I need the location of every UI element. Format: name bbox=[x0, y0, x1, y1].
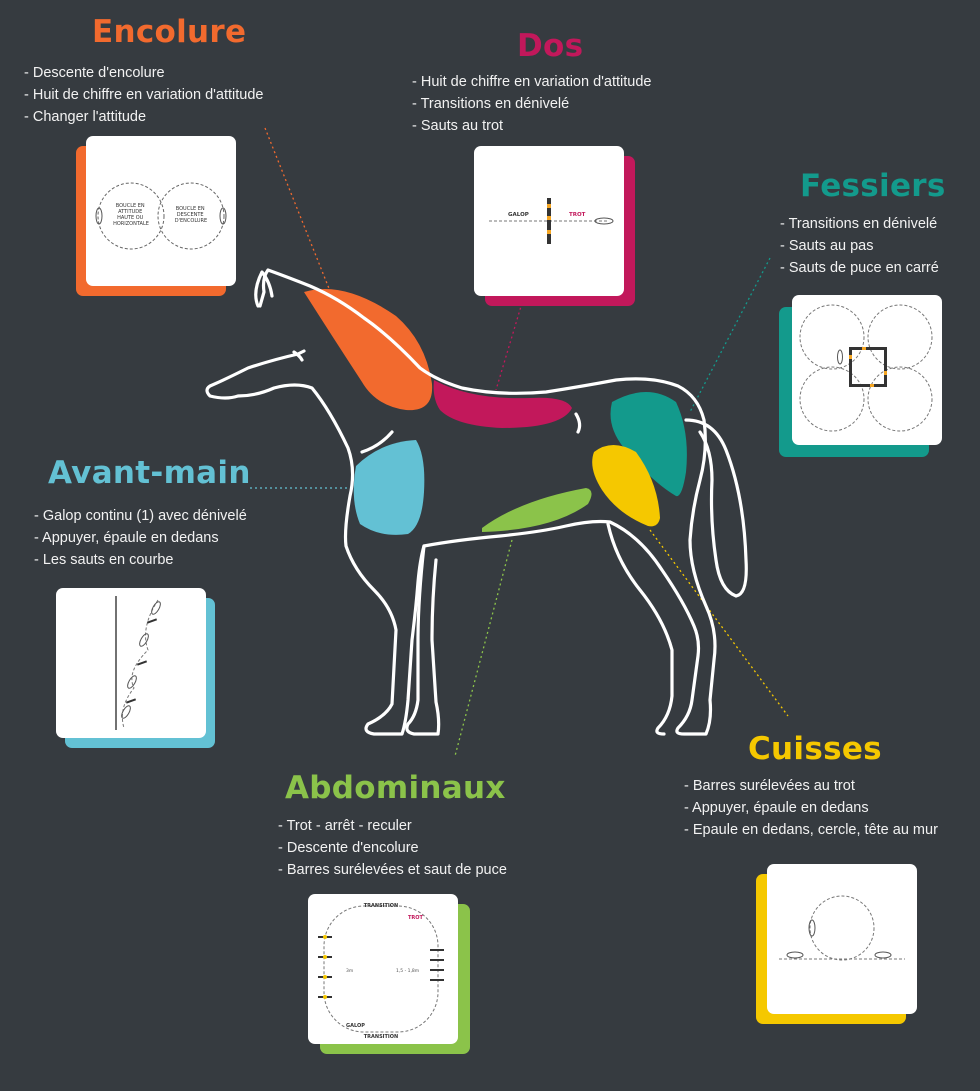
dos-connector bbox=[496, 303, 522, 390]
diagram-label: BOUCLE EN bbox=[175, 206, 205, 212]
list-item: - Huit de chiffre en variation d'attitude bbox=[412, 74, 652, 90]
diagram-label: D'ENCOLURE bbox=[174, 218, 208, 224]
list-item: - Transitions en dénivelé bbox=[780, 216, 938, 232]
measure-label: 1,5 - 1,8m bbox=[396, 969, 420, 974]
list-item: - Sauts de puce en carré bbox=[780, 260, 939, 276]
list-item: - Galop continu (1) avec dénivelé bbox=[34, 508, 247, 524]
encolure-title: Encolure bbox=[92, 14, 247, 50]
neck-muscle-shape bbox=[304, 289, 432, 410]
list-item: - Les sauts en courbe bbox=[34, 552, 174, 568]
horse-outline bbox=[207, 270, 746, 734]
transition-label: TRANSITION bbox=[363, 903, 399, 909]
fessiers-title: Fessiers bbox=[800, 168, 946, 204]
transition-label: TRANSITION bbox=[363, 1034, 399, 1040]
diagram-label: BOUCLE EN bbox=[115, 203, 145, 209]
fessiers-connector bbox=[690, 258, 770, 412]
dos-title: Dos bbox=[517, 28, 584, 64]
list-item: - Barres surélevées au trot bbox=[684, 778, 855, 794]
encolure-connector bbox=[265, 128, 332, 296]
trot-label: TROT bbox=[569, 212, 586, 218]
list-item: - Appuyer, épaule en dedans bbox=[684, 800, 869, 816]
list-item: - Sauts au trot bbox=[412, 118, 504, 134]
diagram-label: HAUTE OU bbox=[117, 215, 144, 221]
list-item: - Sauts au pas bbox=[780, 238, 874, 254]
cuisses-title: Cuisses bbox=[748, 731, 882, 767]
back-muscle-shape bbox=[434, 380, 572, 428]
galop-label: GALOP bbox=[508, 212, 529, 218]
abdominaux-title: Abdominaux bbox=[285, 770, 506, 806]
trot-label: TROT bbox=[408, 915, 423, 921]
list-item: - Trot - arrêt - reculer bbox=[278, 818, 412, 834]
list-item: - Barres surélevées et saut de puce bbox=[278, 862, 507, 878]
diagram-label: ATTITUDE bbox=[118, 209, 143, 215]
list-item: - Transitions en dénivelé bbox=[412, 96, 570, 112]
list-item: - Changer l'attitude bbox=[24, 109, 147, 125]
diagram-label: HORIZONTALE bbox=[113, 221, 149, 227]
diagram-label: DESCENTE bbox=[176, 212, 204, 218]
forehand-muscle-shape bbox=[354, 440, 425, 535]
list-item: - Appuyer, épaule en dedans bbox=[34, 530, 219, 546]
galop-label: GALOP bbox=[346, 1023, 365, 1029]
measure-label: 3m bbox=[346, 969, 354, 974]
avant-main-title: Avant-main bbox=[48, 455, 251, 491]
abdominaux-connector bbox=[455, 540, 512, 756]
list-item: - Epaule en dedans, cercle, tête au mur bbox=[684, 822, 938, 838]
list-item: - Descente d'encolure bbox=[278, 840, 419, 856]
list-item: - Descente d'encolure bbox=[24, 65, 165, 81]
list-item: - Huit de chiffre en variation d'attitude bbox=[24, 87, 264, 103]
